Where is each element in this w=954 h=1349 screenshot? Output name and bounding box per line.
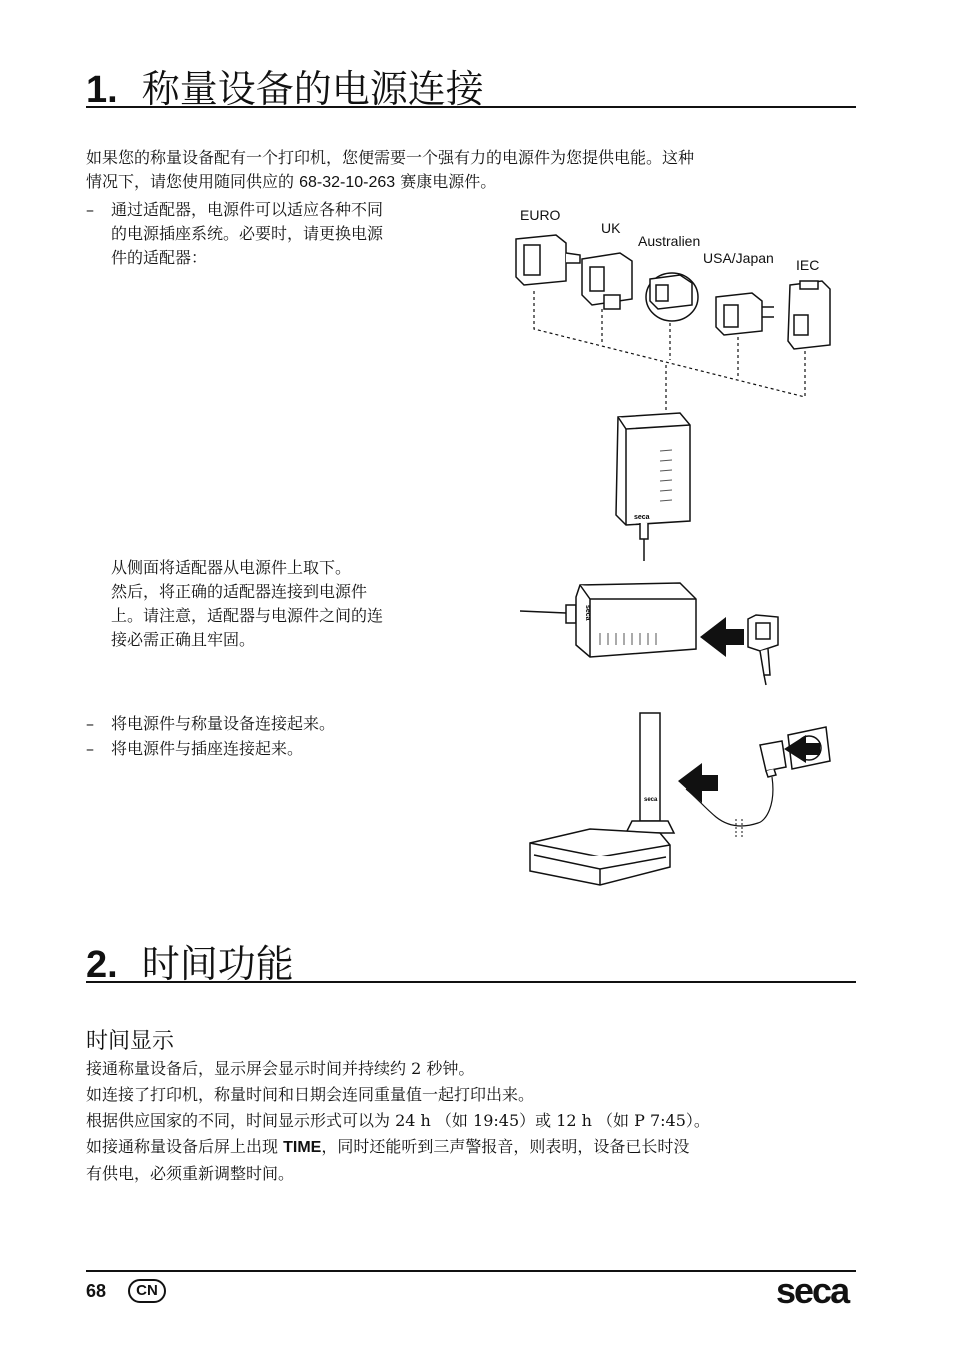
label-usa-japan: USA/Japan bbox=[703, 250, 774, 266]
adapter-removal-illustration bbox=[520, 575, 790, 695]
label-uk: UK bbox=[601, 220, 621, 236]
side-line-1: 从侧面将适配器从电源件上取下。 bbox=[111, 558, 352, 577]
side-line-2: 然后，将正确的适配器连接到电源件 bbox=[111, 582, 368, 601]
footer-rule bbox=[86, 1270, 856, 1272]
label-euro: EURO bbox=[520, 207, 561, 223]
device-brand-2: seca bbox=[584, 605, 591, 621]
section1-title: 称量设备的电源连接 bbox=[141, 67, 484, 111]
device-brand-1: seca bbox=[634, 514, 650, 521]
intro-line-2: 情况下，请您使用随同供应的 68-32-10-263 赛康电源件。 bbox=[86, 172, 497, 191]
label-iec: IEC bbox=[796, 257, 820, 273]
bullet-connect-device: – 将电源件与称量设备连接起来。 bbox=[86, 714, 336, 733]
adapters-illustration bbox=[500, 225, 850, 565]
section2-rule bbox=[86, 981, 856, 983]
seca-logo: seca bbox=[776, 1270, 849, 1311]
bullet1-line-2: 的电源插座系统。必要时，请更换电源 bbox=[111, 224, 384, 243]
intro-paragraph bbox=[86, 146, 866, 195]
section2-heading bbox=[86, 933, 294, 988]
arrow-left-icon-2 bbox=[678, 763, 718, 803]
bullet1-line-3: 件的适配器： bbox=[111, 248, 208, 267]
time-display-body bbox=[86, 1056, 866, 1187]
s2-line-5: 有供电，必须重新调整时间。 bbox=[86, 1164, 295, 1183]
language-badge: CN bbox=[128, 1279, 166, 1303]
time-keyword: TIME bbox=[283, 1139, 322, 1156]
side-line-4: 接必需正确且牢固。 bbox=[111, 630, 256, 649]
part-number: 68-32-10-263 bbox=[299, 174, 396, 191]
page-number: 68 bbox=[86, 1281, 107, 1301]
side-line-3: 上。请注意，适配器与电源件之间的连 bbox=[111, 606, 384, 625]
label-australien: Australien bbox=[638, 233, 701, 249]
time-display-subtitle: 时间显示 bbox=[86, 1029, 175, 1054]
section2-number: 2. bbox=[86, 944, 118, 986]
section1-heading bbox=[86, 58, 484, 113]
s2-line-3: 根据供应国家的不同，时间显示形式可以为 24 h （如 19:45）或 12 h （如 P 7:45）。 bbox=[86, 1111, 710, 1130]
s2-line-4: 如接通称量设备后屏上出现 TIME，同时还能听到三声警报音，则表明，设备已长时没 bbox=[86, 1137, 690, 1156]
device-brand-3: seca bbox=[644, 797, 658, 803]
intro-line-1: 如果您的称量设备配有一个打印机，您便需要一个强有力的电源件为您提供电能。这种 bbox=[86, 148, 695, 167]
s2-line-2: 如连接了打印机，称量时间和日期会连同重量值一起打印出来。 bbox=[86, 1085, 535, 1104]
arrow-left-icon bbox=[700, 617, 744, 657]
section2-title: 时间功能 bbox=[141, 942, 294, 986]
s2-line-1: 接通称量设备后，显示屏会显示时间并持续约 2 秒钟。 bbox=[86, 1059, 475, 1078]
bullet1-line-1: 通过适配器，电源件可以适应各种不同 bbox=[111, 200, 384, 219]
bullet-connect-socket: – 将电源件与插座连接起来。 bbox=[86, 739, 304, 758]
side-instructions bbox=[111, 556, 471, 652]
scale-connection-illustration bbox=[520, 705, 850, 900]
bullet-adapters: – 通过适配器，电源件可以适应各种不同 的电源插座系统。必要时，请更换电源 件的适配器： bbox=[86, 198, 466, 270]
section1-number: 1. bbox=[86, 69, 118, 111]
section1-rule bbox=[86, 106, 856, 108]
